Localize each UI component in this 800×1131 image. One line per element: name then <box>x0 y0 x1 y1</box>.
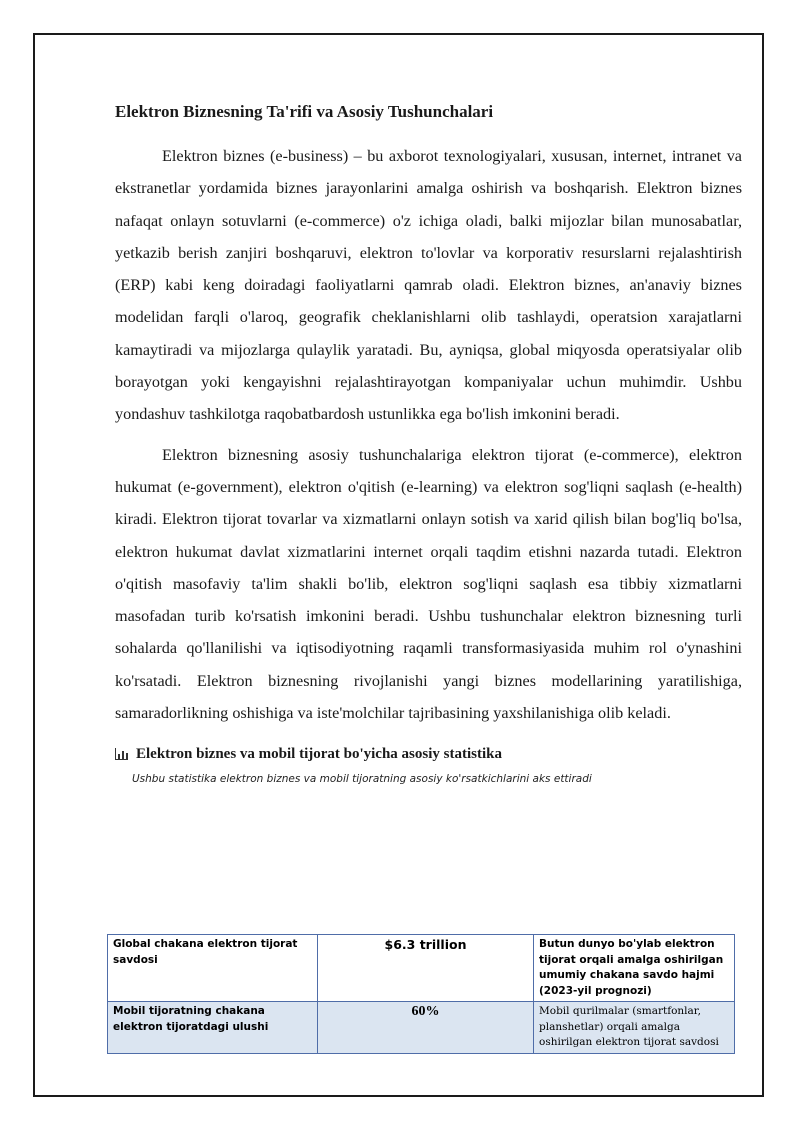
stats-heading <box>115 743 742 765</box>
stat-label: Global chakana elektron tijorat savdosi <box>108 935 318 1002</box>
stat-value: $6.3 trillion <box>318 935 534 1002</box>
table-row <box>108 935 735 1002</box>
stat-label: Mobil tijoratning chakana elektron tijoratdagi ulushi <box>108 1002 318 1054</box>
stat-description: Mobil qurilmalar (smartfonlar, planshetlar) orqali amalga oshirilgan elektron tijorat savdosi <box>534 1002 735 1054</box>
stats-subtitle: Ushbu statistika elektron biznes va mobil tijoratning asosiy ko'rsatkichlarini aks ettiradi <box>132 773 592 786</box>
bar-chart-icon <box>115 748 128 760</box>
stats-title: Elektron biznes va mobil tijorat bo'yicha asosiy statistika <box>136 746 502 763</box>
paragraph-concepts: Elektron biznesning asosiy tushunchalariga elektron tijorat (e-commerce), elektron hukumat (e-government), elektron o'qitish (e-learning) va elektron sog'liqni saqlash (e-health) kiradi. Elektron tijorat tovarlar va xizmatlarni onlayn sotish va xarid qilish bilan bog'liq bo'lsa, elektron hukumat davlat xizmatlarini internet orqali taqdim etishni nazarda tutadi. Elektron o'qitish masofaviy ta'lim shakli bo'lib, elektron sog'liqni saqlash esa tibbiy xizmatlarni masofadan turib ko'rsatish imkonini beradi. Ushbu tushunchalar elektron biznesning turli sohalarda qo'llanilishi va iqtisodiyotning raqamli transformasiyasida muhim rol o'ynashini ko'rsatadi. Elektron biznesning rivojlanishi yangi biznes modellarining yaratilishiga, samaradorlikning oshishiga va iste'molchilar tajribasining yaxshilanishiga olib keladi. <box>115 445 742 723</box>
paragraph-definition: Elektron biznes (e-business) – bu axborot texnologiyalari, xususan, internet, intranet va ekstranetlar yordamida biznes jarayonlarini amalga oshirish va boshqarish. Elektron biznes nafaqat onlayn sotuvlarni (e-commerce) o'z ichiga oladi, balki mijozlar bilan munosabatlar, yetkazib berish zanjiri boshqaruvi, elektron to'lovlar va korporativ resurslarni rejalashtirish (ERP) kabi keng doiradagi faoliyatlarni qamrab oladi. Elektron biznes, an'anaviy biznes modelidan farqli o'laroq, geografik cheklanishlarni olib tashlaydi, operatsion xarajatlarni kamaytiradi va mijozlarga qulaylik yaratadi. Bu, ayniqsa, global miqyosda operatsiyalar olib borayotgan yoki kengayishni rejalashtirayotgan kompaniyalar uchun muhimdir. Ushbu yondashuv tashkilotga raqobatbardosh ustunlikka ega bo'lish imkonini beradi. <box>115 147 742 424</box>
stat-value: 60% <box>318 1002 534 1054</box>
stat-description: Butun dunyo bo'ylab elektron tijorat orqali amalga oshirilgan umumiy chakana savdo hajmi (2023-yil prognozi) <box>534 935 735 1002</box>
document-body <box>115 100 742 787</box>
document-title: Elektron Biznesning Ta'rifi va Asosiy Tushunchalari <box>115 102 494 121</box>
stats-table <box>107 934 735 1054</box>
table-row <box>108 1002 735 1054</box>
